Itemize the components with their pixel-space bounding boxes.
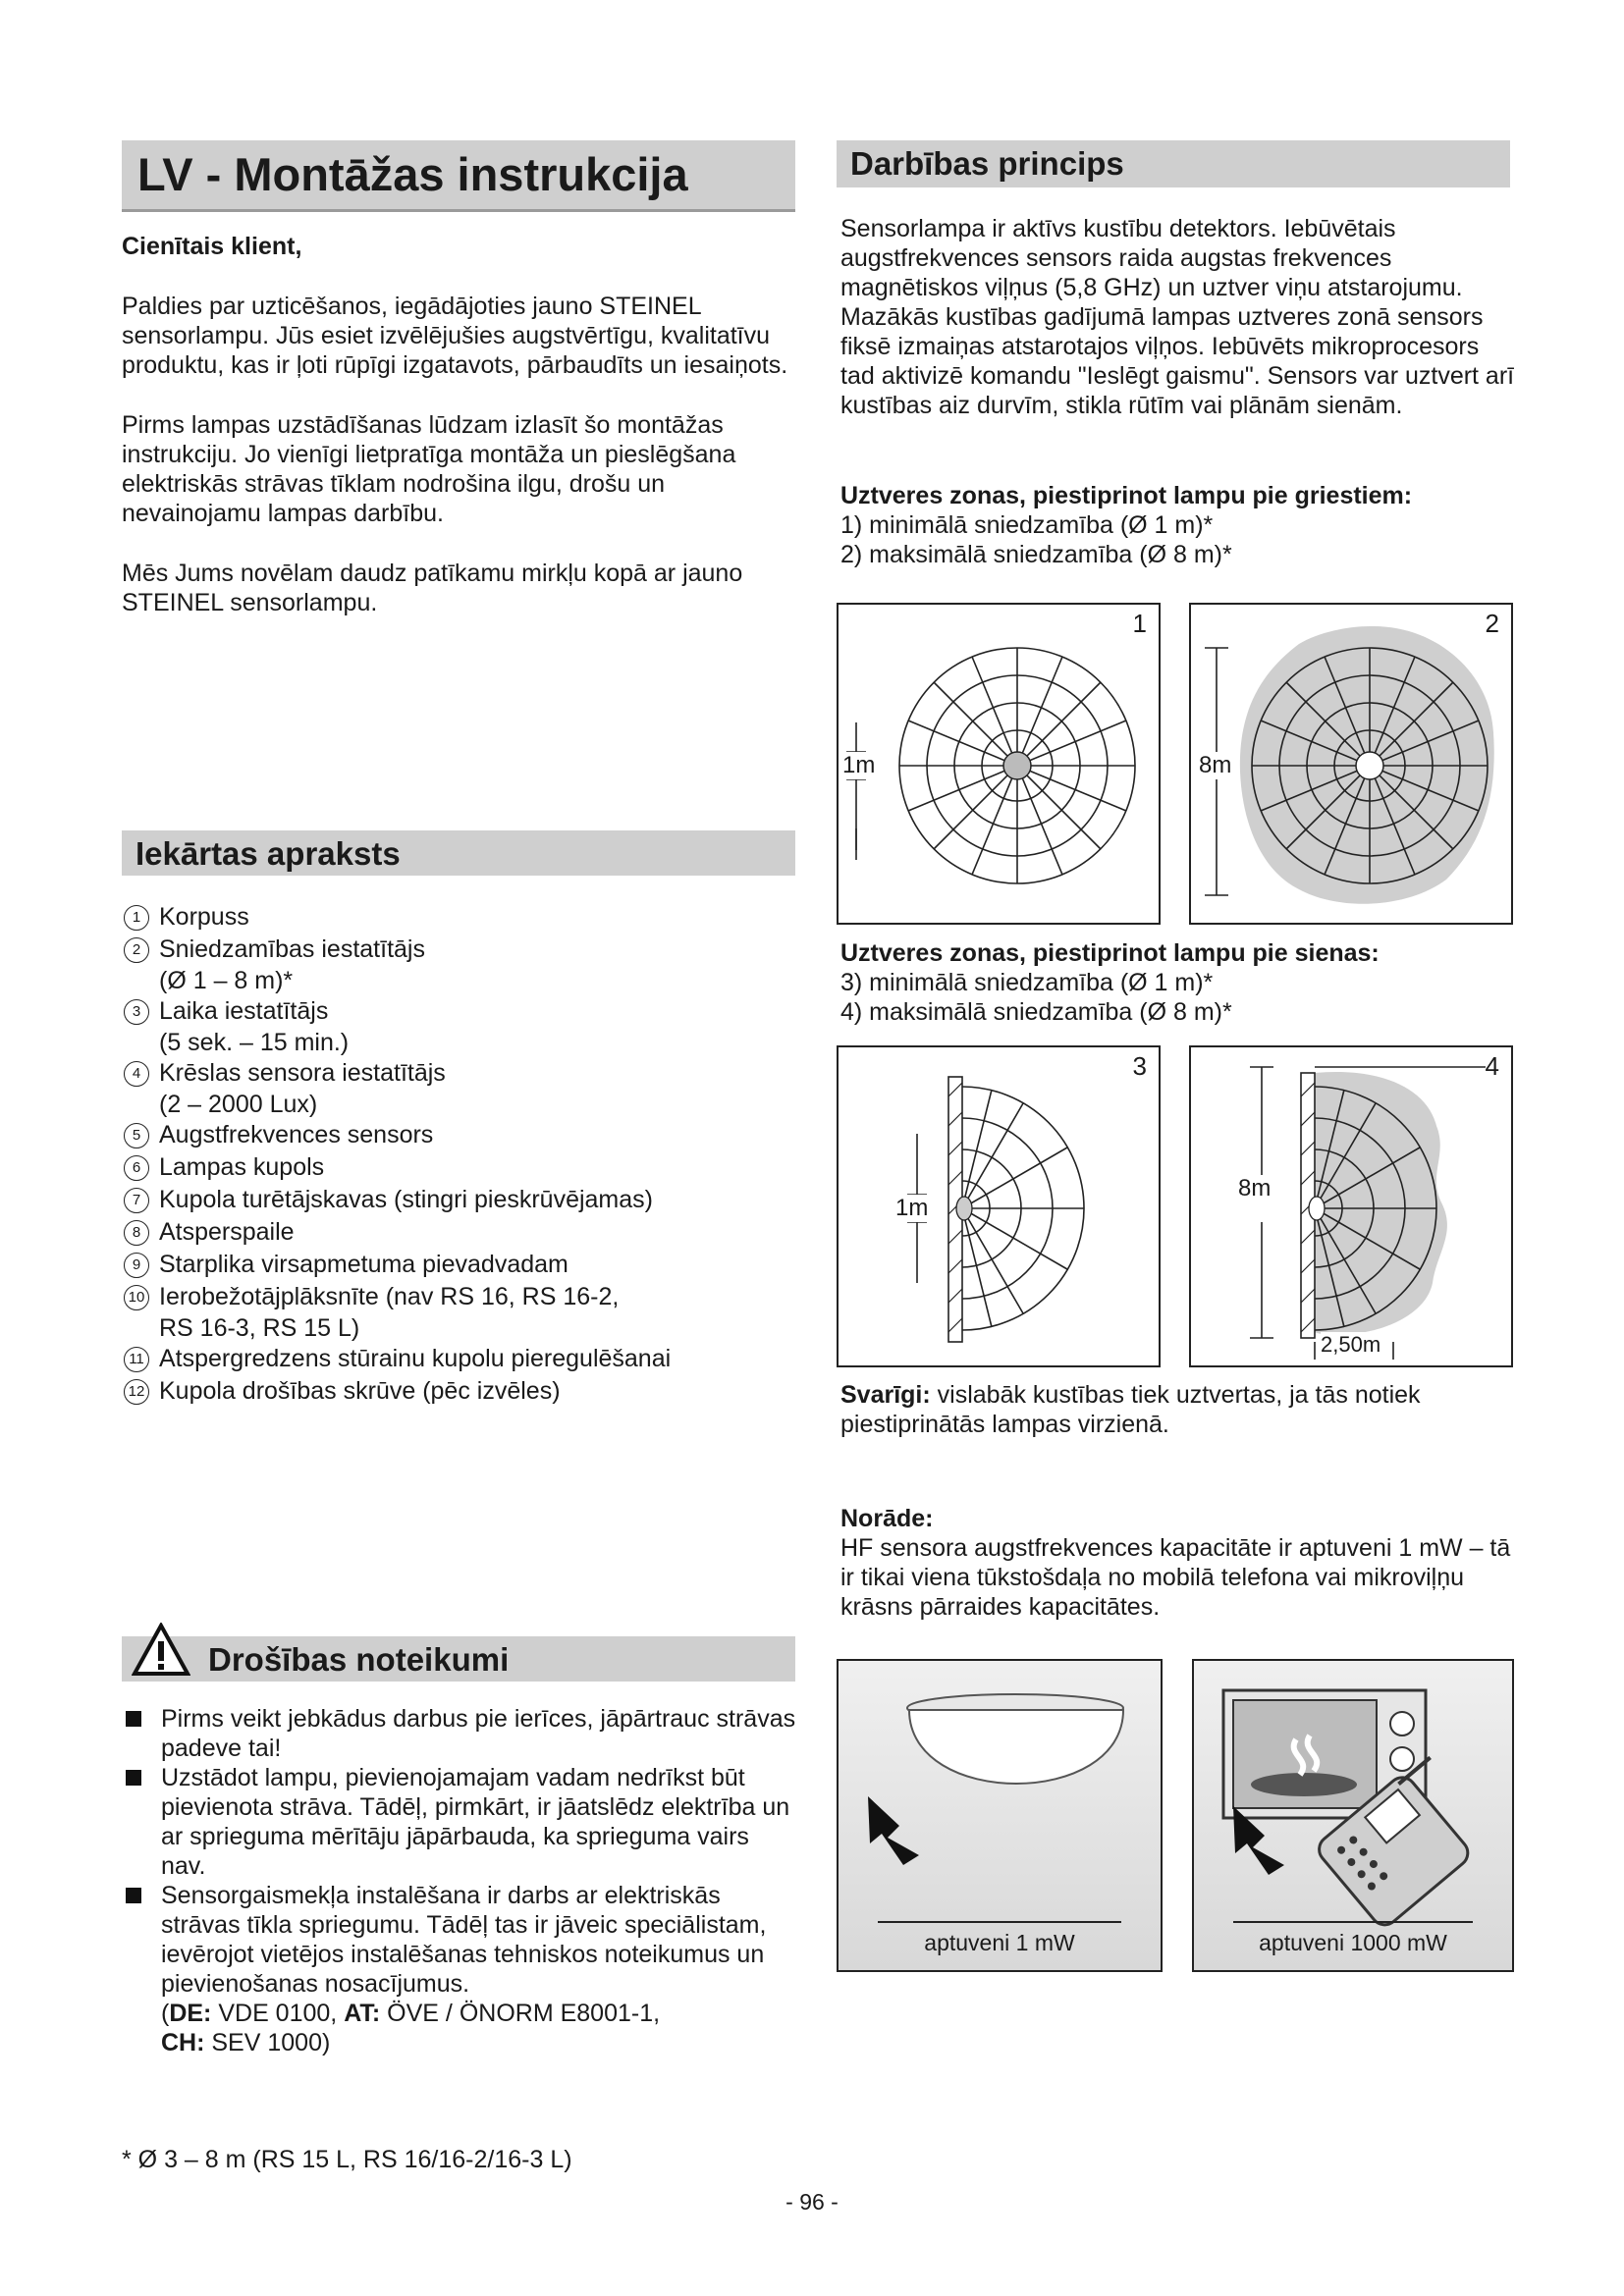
norm-text-ch: SEV 1000) xyxy=(204,2029,331,2056)
ceiling-min-radar-graphic xyxy=(839,605,1159,923)
page-title: LV - Montāžas instrukcija xyxy=(137,148,688,200)
diagram-number: 4 xyxy=(1485,1051,1499,1081)
warning-triangle-icon xyxy=(132,1623,190,1678)
device-item xyxy=(122,934,799,995)
wall-zone-line-1: 3) minimālā sniedzamība (Ø 1 m)* xyxy=(840,969,1214,996)
wall-max-radar-graphic xyxy=(1191,1047,1511,1365)
safety-item-text: Uzstādot lampu, pievienojamajam vadam nedrīkst būt pievienota strāva. Tādēļ, pirmkārt, ir jāatslēdz elektrība un ar sprieguma mērītāju jāpārbauda, ka sprieguma vairs nav. xyxy=(161,1764,790,1880)
device-item xyxy=(122,1281,799,1343)
bullet-square-icon xyxy=(126,1888,141,1903)
microwave-phone-illustration xyxy=(1192,1659,1514,1972)
ceiling-zone-line-1: 1) minimālā sniedzamība (Ø 1 m)* xyxy=(840,511,1214,539)
device-item-label: Korpuss xyxy=(159,903,249,931)
device-item xyxy=(122,1151,799,1184)
item-number-badge: 12 xyxy=(124,1379,149,1405)
diagram-wall-height-label: 2,50m xyxy=(1321,1332,1381,1357)
device-item-detail: RS 16-3, RS 15 L) xyxy=(159,1314,360,1342)
important-note xyxy=(840,1380,1518,1439)
device-item xyxy=(122,901,799,934)
device-item-label: Ierobežotājplāksnīte (nav RS 16, RS 16-2, xyxy=(159,1283,620,1310)
wall-min-range-diagram xyxy=(837,1045,1161,1367)
principle-section-header xyxy=(837,140,1510,187)
lamp-illustration xyxy=(837,1659,1163,1972)
diagram-number: 1 xyxy=(1132,609,1147,638)
intro-paragraph-3: Mēs Jums novēlam daudz patīkamu mirkļu kopā ar jauno STEINEL sensorlampu. xyxy=(122,560,743,616)
device-list xyxy=(122,901,799,1408)
principle-section-title: Darbības princips xyxy=(850,145,1124,182)
norm-code-ch: CH: xyxy=(161,2029,205,2056)
intro-paragraph-1: Paldies par uzticēšanos, iegādājoties jauno STEINEL sensorlampu. Jūs esiet izvēlējušies augstvērtīgu, kvalitatīvu produktu, kas ir ļoti rūpīgi izgatavots, pārbaudīts un iesaiņots. xyxy=(122,293,788,379)
lamp-power-caption: aptuveni 1 mW xyxy=(924,1930,1075,1955)
microwave-power-caption: aptuveni 1000 mW xyxy=(1259,1930,1447,1955)
norms-open-paren: ( xyxy=(161,2000,170,2027)
norm-text-de: VDE 0100, xyxy=(211,2000,345,2027)
diagram-distance-label: 8m xyxy=(1238,1175,1272,1201)
diagram-number: 3 xyxy=(1132,1051,1147,1081)
item-number-badge: 8 xyxy=(124,1220,149,1246)
item-number-badge: 11 xyxy=(124,1347,149,1372)
item-number-badge: 4 xyxy=(124,1061,149,1087)
hf-note xyxy=(840,1504,1518,1622)
diagram-distance-label: 1m xyxy=(842,752,876,778)
norm-code-at: AT: xyxy=(344,2000,381,2027)
device-item-detail: (5 sek. – 15 min.) xyxy=(159,1029,350,1056)
ceiling-zone-title: Uztveres zonas, piestiprinot lampu pie griestiem: xyxy=(840,482,1413,509)
bullet-square-icon xyxy=(126,1711,141,1727)
safety-item-text: Sensorgaismekļa instalēšana ir darbs ar elektriskās strāvas tīkla spriegumu. Tādēļ tas ir jāveic speciālistam, ievērojot vietējos instalēšanas tehniskos noteikumus un pievienošanas nosacījumus. xyxy=(161,1882,767,1998)
ceiling-max-range-diagram xyxy=(1189,603,1513,925)
item-number-badge: 3 xyxy=(124,999,149,1025)
device-list-wrap xyxy=(122,901,799,1408)
device-item xyxy=(122,1057,799,1119)
device-item-detail: (Ø 1 – 8 m)* xyxy=(159,967,294,994)
wall-min-radar-graphic xyxy=(839,1047,1159,1365)
device-item xyxy=(122,1343,799,1375)
greeting: Cienītais klient, xyxy=(122,233,302,260)
wall-zone-title: Uztveres zonas, piestiprinot lampu pie sienas: xyxy=(840,939,1380,967)
safety-section-title: Drošības noteikumi xyxy=(208,1641,510,1678)
device-item-detail: (2 – 2000 Lux) xyxy=(159,1091,318,1118)
device-item xyxy=(122,995,799,1057)
hf-note-text: HF sensora augstfrekvences kapacitāte ir aptuveni 1 mW – tā ir tikai viena tūkstošdaļa no mobilā telefona vai mikroviļņu krāsns pārraides kapacitātes. xyxy=(840,1534,1511,1621)
lamp-dome-icon xyxy=(839,1661,1161,1970)
device-item-label: Atsperspaile xyxy=(159,1218,295,1246)
device-item-label: Atspergredzens stūrainu kupolu pieregulēšanai xyxy=(159,1345,672,1372)
diagram-distance-label: 8m xyxy=(1199,752,1232,778)
device-item-label: Laika iestatītājs xyxy=(159,997,329,1025)
footnote: * Ø 3 – 8 m (RS 15 L, RS 16/16-2/16-3 L) xyxy=(122,2146,572,2173)
intro-paragraph-2: Pirms lampas uzstādīšanas lūdzam izlasīt šo montāžas instrukciju. Jo vienīgi lietpratīga montāža un pieslēgšana elektriskās strāvas tīklam nodrošina ilgu, drošu un nevainojamu lampas darbību. xyxy=(122,411,736,527)
device-item xyxy=(122,1249,799,1281)
device-item xyxy=(122,1184,799,1216)
device-item-label: Kupola drošības skrūve (pēc izvēles) xyxy=(159,1377,561,1405)
device-item-label: Kupola turētājskavas (stingri pieskrūvējamas) xyxy=(159,1186,653,1213)
page-title-bar xyxy=(122,140,795,212)
device-item-label: Krēslas sensora iestatītājs xyxy=(159,1059,446,1087)
item-number-badge: 7 xyxy=(124,1188,149,1213)
hf-note-title: Norāde: xyxy=(840,1505,934,1532)
device-item-label: Augstfrekvences sensors xyxy=(159,1121,434,1148)
item-number-badge: 6 xyxy=(124,1155,149,1181)
intro-section xyxy=(122,232,799,617)
caption-rule xyxy=(878,1921,1121,1923)
ceiling-zone-line-2: 2) maksimālā sniedzamība (Ø 8 m)* xyxy=(840,541,1232,568)
safety-list xyxy=(122,1704,799,1881)
device-section-title: Iekārtas apraksts xyxy=(135,835,401,872)
item-number-badge: 2 xyxy=(124,937,149,963)
important-text: vislabāk kustības tiek uztvertas, ja tās notiek piestiprinātās lampas virzienā. xyxy=(840,1381,1421,1438)
device-item xyxy=(122,1216,799,1249)
important-label: Svarīgi: xyxy=(840,1381,931,1409)
item-number-badge: 1 xyxy=(124,905,149,931)
safety-list-wrap xyxy=(122,1704,799,2057)
safety-list-last xyxy=(122,1881,799,2057)
item-number-badge: 5 xyxy=(124,1123,149,1148)
ceiling-min-range-diagram xyxy=(837,603,1161,925)
caption-rule xyxy=(1233,1921,1473,1923)
safety-item xyxy=(122,1704,799,1763)
microwave-phone-icon xyxy=(1194,1661,1512,1970)
wall-max-range-diagram xyxy=(1189,1045,1513,1367)
norm-code-de: DE: xyxy=(169,2000,212,2027)
wall-zone-line-2: 4) maksimālā sniedzamība (Ø 8 m)* xyxy=(840,998,1232,1026)
principle-section xyxy=(840,214,1518,569)
safety-section-header xyxy=(122,1636,795,1682)
device-item-label: Sniedzamības iestatītājs xyxy=(159,935,425,963)
device-item-label: Starplika virsapmetuma pievadvadam xyxy=(159,1251,568,1278)
safety-item xyxy=(122,1763,799,1881)
device-item xyxy=(122,1119,799,1151)
wall-zone-section xyxy=(840,938,1518,1027)
safety-item-text: Pirms veikt jebkādus darbus pie ierīces, jāpārtrauc strāvas padeve tai! xyxy=(161,1705,796,1762)
diagram-number: 2 xyxy=(1485,609,1499,638)
item-number-badge: 10 xyxy=(124,1285,149,1310)
item-number-badge: 9 xyxy=(124,1253,149,1278)
norm-text-at: ÖVE / ÖNORM E8001-1, xyxy=(380,2000,661,2027)
norms-line xyxy=(161,1999,799,2057)
principle-text: Sensorlampa ir aktīvs kustību detektors. Iebūvētais augstfrekvences sensors raida augstas frekvences magnētiskos viļņus (5,8 GHz) un uztver viņu atstarojumu. Mazākās kustības gadījumā lampas uztveres zonā sensors fiksē izmaiņas atstarotajos viļņos. Iebūvēts mikroprocesors tad aktivizē komandu "Ieslēgt gaismu". Sensors var uztvert arī kustības aiz durvīm, stikla rūtīm vai plānām sienām. xyxy=(840,215,1515,419)
device-item xyxy=(122,1375,799,1408)
diagram-distance-label: 1m xyxy=(895,1195,929,1221)
device-section-header xyxy=(122,830,795,876)
ceiling-max-radar-graphic xyxy=(1191,605,1511,923)
bullet-square-icon xyxy=(126,1770,141,1786)
important-text-line xyxy=(840,1380,1518,1439)
safety-item xyxy=(122,1881,799,2057)
page-number: - 96 - xyxy=(785,2189,839,2215)
device-item-label: Lampas kupols xyxy=(159,1153,325,1181)
